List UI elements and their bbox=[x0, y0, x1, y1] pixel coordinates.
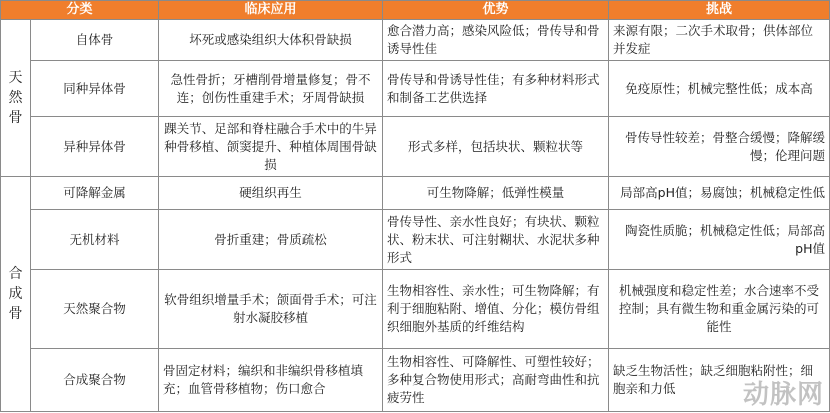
group-label: 天然骨 bbox=[8, 70, 23, 126]
table-row bbox=[1, 61, 830, 117]
header-clinical: 临床应用 bbox=[159, 1, 383, 20]
row-advantage: 生物相容性、可降解性、可塑性较好；多种复合物使用形式；高耐弯曲性和抗疲劳性 bbox=[383, 349, 609, 412]
header-category: 分类 bbox=[1, 1, 159, 20]
row-clinical: 踝关节、足部和脊柱融合手术中的牛异种骨移植、颌窦提升、种植体周围骨缺损 bbox=[159, 117, 383, 177]
row-advantage: 骨传导性、亲水性良好；有块状、颗粒状、粉末状、可注射糊状、水泥状多种形式 bbox=[383, 210, 609, 270]
row-name: 可降解金属 bbox=[31, 177, 159, 210]
watermark-logo: 动脉网 bbox=[742, 380, 824, 410]
row-challenge: 机械强度和稳定性差；水合速率不受控制；具有微生物和重金属污染的可能性 bbox=[609, 270, 830, 349]
row-clinical: 骨折重建；骨质疏松 bbox=[159, 210, 383, 270]
row-challenge: 陶瓷性质脆；机械稳定性低；局部高pH值 bbox=[609, 210, 830, 270]
row-name: 自体骨 bbox=[31, 20, 159, 61]
row-name: 合成聚合物 bbox=[31, 349, 159, 412]
row-clinical: 急性骨折；牙槽削骨增量修复；骨不连；创伤性重建手术；牙周骨缺损 bbox=[159, 61, 383, 117]
table-row bbox=[1, 20, 830, 61]
row-challenge: 骨传导性较差；骨整合缓慢；降解缓慢；伦理问题 bbox=[609, 117, 830, 177]
row-name: 天然聚合物 bbox=[31, 270, 159, 349]
header-advantage: 优势 bbox=[383, 1, 609, 20]
table-row bbox=[1, 117, 830, 177]
row-advantage: 生物相容性、亲水性；可生物降解；有利于细胞粘附、增值、分化；模仿骨组织细胞外基质的纤维结构 bbox=[383, 270, 609, 349]
table-row bbox=[1, 177, 830, 210]
row-advantage: 愈合潜力高；感染风险低；骨传导和骨诱导性佳 bbox=[383, 20, 609, 61]
table-row bbox=[1, 210, 830, 270]
table-row bbox=[1, 349, 830, 412]
row-advantage: 形式多样，包括块状、颗粒状等 bbox=[383, 117, 609, 177]
row-challenge: 缺乏生物活性；缺乏细胞粘附性；细胞亲和力低 bbox=[609, 349, 830, 412]
row-clinical: 骨固定材料；编织和非编织骨移植填充；血管骨移植物；伤口愈合 bbox=[159, 349, 383, 412]
group-natural-bone bbox=[1, 20, 31, 177]
header-challenge: 挑战 bbox=[609, 1, 830, 20]
row-challenge: 来源有限；二次手术取骨；供体部位并发症 bbox=[609, 20, 830, 61]
row-challenge: 免疫原性；机械完整性低；成本高 bbox=[609, 61, 830, 117]
row-clinical: 硬组织再生 bbox=[159, 177, 383, 210]
row-advantage: 骨传导和骨诱导性佳；有多种材料形式和制备工艺供选择 bbox=[383, 61, 609, 117]
row-challenge: 局部高pH值；易腐蚀；机械稳定性低 bbox=[609, 177, 830, 210]
row-name: 同种异体骨 bbox=[31, 61, 159, 117]
row-clinical: 坏死或感染组织大体积骨缺损 bbox=[159, 20, 383, 61]
row-clinical: 软骨组织增量手术；颌面骨手术；可注射水凝胶移植 bbox=[159, 270, 383, 349]
group-label: 合成骨 bbox=[8, 266, 23, 322]
group-synthetic-bone bbox=[1, 177, 31, 412]
table-row bbox=[1, 270, 830, 349]
header-row bbox=[1, 1, 830, 20]
row-name: 异种异体骨 bbox=[31, 117, 159, 177]
row-name: 无机材料 bbox=[31, 210, 159, 270]
row-advantage: 可生物降解；低弹性模量 bbox=[383, 177, 609, 210]
